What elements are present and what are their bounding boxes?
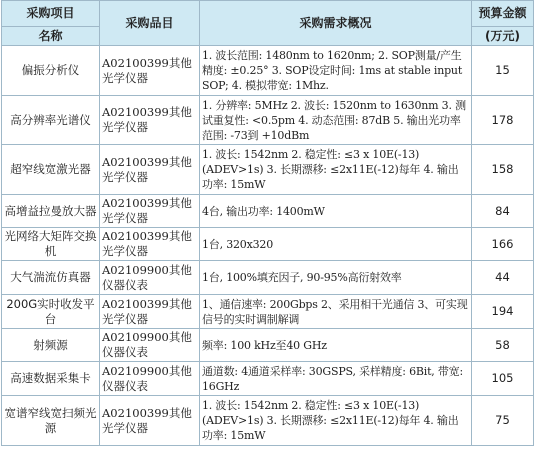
- header-requirement: 采购需求概况: [200, 1, 472, 46]
- row-budget: 58: [472, 329, 534, 362]
- table-row: [2, 46, 534, 96]
- row-requirement: 1. 波长范围: 1480nm to 1620nm; 2. SOP测量/产生精度: ±0.25° 3. SOP设定时间: 1ms at stable input SOP; 4. 模拟带宽: 1Mhz.: [200, 46, 472, 96]
- row-name: 偏振分析仪: [2, 46, 100, 96]
- table-row: [2, 145, 534, 195]
- row-item: A02100399其他光学仪器: [100, 195, 200, 228]
- table-row: [2, 396, 534, 446]
- row-name: 超窄线宽激光器: [2, 145, 100, 195]
- row-item: A02100399其他光学仪器: [100, 228, 200, 261]
- row-name: 高增益拉曼放大器: [2, 195, 100, 228]
- row-name: 光网络大矩阵交换机: [2, 228, 100, 261]
- row-budget: 194: [472, 295, 534, 329]
- header-project: 采购项目: [2, 1, 100, 27]
- row-requirement: 通道数: 4通道采样率: 30GSPS, 采样精度: 6Bit, 带宽: 16GHz: [200, 362, 472, 396]
- procurement-table: [1, 0, 534, 446]
- row-requirement: 4台, 输出功率: 1400mW: [200, 195, 472, 228]
- table-row: [2, 295, 534, 329]
- row-budget: 105: [472, 362, 534, 396]
- row-item: A02100399其他光学仪器: [100, 295, 200, 329]
- row-name: 高速数据采集卡: [2, 362, 100, 396]
- row-requirement: 频率: 100 kHz至40 GHz: [200, 329, 472, 362]
- table-row: [2, 329, 534, 362]
- row-budget: 84: [472, 195, 534, 228]
- row-item: A02100399其他光学仪器: [100, 96, 200, 145]
- row-requirement: 1台, 320x320: [200, 228, 472, 261]
- table-row: [2, 228, 534, 261]
- table-row: [2, 96, 534, 145]
- header-name: 名称: [2, 27, 100, 46]
- row-requirement: 1. 分辨率: 5MHz 2. 波长: 1520nm to 1630nm 3. 测试重复性: <0.5pm 4. 动态范围: 87dB 5. 输出光功率范围: -73到 +10dBm: [200, 96, 472, 145]
- table-row: [2, 195, 534, 228]
- row-budget: 15: [472, 46, 534, 96]
- row-item: A02109900其他仪器仪表: [100, 261, 200, 295]
- row-name: 宽谱窄线宽扫频光源: [2, 396, 100, 446]
- row-requirement: 1. 波长: 1542nm 2. 稳定性: ≤3 x 10E(-13)(ADEV>1s) 3. 长期漂移: ≤2x11E(-12)每年 4. 输出功率: 15mW: [200, 145, 472, 195]
- header-unit: (万元): [472, 27, 534, 46]
- header-item: 采购品目: [100, 1, 200, 46]
- row-item: A02100399其他光学仪器: [100, 46, 200, 96]
- row-budget: 44: [472, 261, 534, 295]
- row-requirement: 1台, 100%填充因子, 90-95%高衍射效率: [200, 261, 472, 295]
- row-item: A02109900其他仪器仪表: [100, 362, 200, 396]
- row-requirement: 1、通信速率: 200Gbps 2、采用相干光通信 3、可实现信号的实时调制解调: [200, 295, 472, 329]
- row-item: A02100399其他光学仪器: [100, 145, 200, 195]
- row-name: 大气湍流仿真器: [2, 261, 100, 295]
- row-name: 高分辨率光谱仪: [2, 96, 100, 145]
- row-requirement: 1. 波长: 1542nm 2. 稳定性: ≤3 x 10E(-13)(ADEV>1s) 3. 长期漂移: ≤2x11E(-12)每年 4. 输出功率: 15mW: [200, 396, 472, 446]
- row-budget: 158: [472, 145, 534, 195]
- table-row: [2, 362, 534, 396]
- row-item: A02100399其他光学仪器: [100, 396, 200, 446]
- row-budget: 75: [472, 396, 534, 446]
- header-budget: 预算金额: [472, 1, 534, 27]
- row-name: 射频源: [2, 329, 100, 362]
- row-budget: 178: [472, 96, 534, 145]
- row-budget: 166: [472, 228, 534, 261]
- table-row: [2, 261, 534, 295]
- row-item: A02109900其他仪器仪表: [100, 329, 200, 362]
- row-name: 200G实时收发平台: [2, 295, 100, 329]
